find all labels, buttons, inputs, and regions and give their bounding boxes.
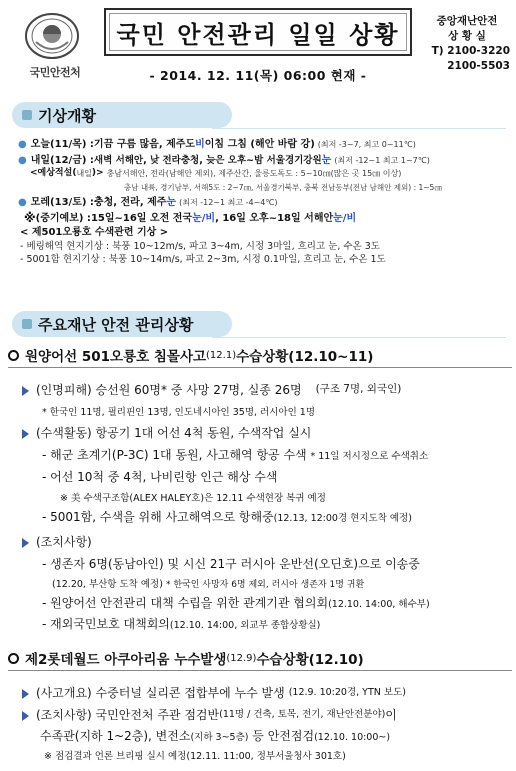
org-info: [424, 14, 510, 74]
search-item: (수색활동) 항공기 1대 어선 4척 동원, 수색작업 실시: [22, 424, 512, 441]
incident-2-title: 제2롯데월드 아쿠아리움 누수발생 (12.9) 수습상황(12.10): [8, 648, 512, 668]
action-line-4: - 재외국민보호 대책회의(12.10. 14:00, 외교부 종합상황실): [42, 617, 321, 631]
org-tel-2: 2100-5503: [447, 60, 510, 72]
weather-midterm: ※ (중기예보) : 15일~16일 오전 전국 눈/비 , 16일 오후~18일 서해안 눈/비: [24, 210, 357, 225]
circle-bullet-icon: [8, 350, 19, 361]
overview-item: (사고개요) 수중터널 실리콘 접합부에 누수 발생 (12.9. 10:20경, YTN 보도): [22, 684, 512, 701]
title-box: [104, 8, 412, 56]
org-tel-1: T) 2100-3220: [431, 45, 510, 57]
report-date: - 2014. 12. 11(목) 06:00 현재 -: [149, 68, 367, 83]
casualty-item: (인명피해) 승선원 60명* 중 사망 27명, 실종 26명 (구조 7명, 외국인): [22, 381, 512, 398]
action-item-2: (조치사항) 국민안전처 주관 점검반 (11명 / 건축, 토목, 전기, 재난안전분야) 이: [22, 706, 512, 723]
action-item: (조치사항): [22, 533, 512, 550]
search-line-2: - 어선 10척 중 4척, 나비린항 인근 해상 수색: [42, 470, 278, 484]
search-line-1: - 해군 초계기(P-3C) 1대 동원, 사고해역 항공 수색 * 11일 저시정으로 수색취소: [42, 448, 429, 462]
triangle-bullet-icon: [22, 689, 29, 699]
org-name: 중앙재난안전: [436, 15, 498, 27]
triangle-bullet-icon: [22, 386, 29, 396]
bullet-icon: ●: [18, 197, 27, 208]
ship-weather-title: < 제501오룡호 수색관련 기상 >: [20, 227, 169, 238]
incident-2: [8, 648, 512, 762]
weather-today: ● 오늘(11/목) : 기끔 구름 많음, 제주도 비 이침 그침 (해안 바람 강) (최저 -3~7, 최고 0~11℃): [18, 139, 416, 150]
weather-section-title: 기상개황: [38, 106, 96, 125]
weather-section-header: [12, 102, 232, 128]
search-line-3: ※ 美 수색구조함(ALEX HALEY호)은 12.11 수색현장 복귀 예정: [60, 493, 326, 504]
disaster-section-title: 주요재난 안전 관리상황: [38, 315, 194, 334]
page-title: 국민 안전관리 일일 상황: [116, 20, 400, 49]
incident-1: [8, 345, 512, 632]
search-line-4: - 5001함, 수색을 위해 사고해역으로 항해중(12.13, 12:00경 현지도착 예정): [42, 510, 412, 524]
action-line-1: - 생존자 6명(동남아인) 및 시신 21구 러시아 운반선(오딘호)으로 이송중: [42, 557, 420, 571]
triangle-bullet-icon: [22, 429, 29, 439]
action-line-3: - 원양어선 안전관리 대책 수립을 위한 관계기관 협의회(12.10. 14:00, 해수부): [42, 596, 430, 610]
section-bullet-icon: [22, 319, 32, 329]
weather-dayafter: ● 모레(13/토) : 충청, 전라, 제주 눈 (최저 -12~1 최고 -4~4℃): [18, 197, 278, 208]
triangle-bullet-icon: [22, 538, 29, 548]
section-bullet-icon: [22, 110, 32, 120]
weather-tomorrow: ● 내일(12/금) : 새벽 서해안, 낮 전라충청, 늦은 오후~밤 서울경기강원 눈 (최저 -12~1 최고 1~7℃): [18, 154, 430, 166]
divider: [8, 367, 512, 368]
weather-summary: [18, 138, 508, 267]
divider: [8, 670, 512, 671]
casualty-detail: * 한국인 11명, 필리핀인 13명, 인도네시아인 35명, 러시아인 1명: [42, 407, 315, 418]
circle-bullet-icon: [8, 653, 19, 664]
report-header: [0, 0, 516, 92]
bullet-icon: ●: [18, 139, 27, 150]
government-emblem-icon: [24, 12, 80, 60]
weather-forecast-snow: <예상적설( 내일 )> 충남서해안, 전라(남해안 제외), 제주산간, 울릉도독도 : 5~10㎝(많은 곳 15㎝ 이상): [30, 168, 402, 178]
bullet-icon: ●: [18, 154, 27, 166]
disaster-section-header: [12, 311, 232, 337]
emblem-label: 국민안전처: [29, 66, 81, 79]
action-2-note: ※ 점검결과 언론 브리핑 실시 예정(12.11. 11:00, 정부서울청사 301호): [44, 751, 346, 762]
weather-forecast-snow-2: 충남 내륙, 경기남부, 서해5도 : 2~7㎝, 서울경기북부, 충북 전남동부(전남 남해안 제외) : 1~5㎝: [124, 182, 442, 192]
triangle-bullet-icon: [22, 711, 29, 721]
ship-weather-5001: - 5001함 현지기상 : 북풍 10~14m/s, 파고 2~3m, 시정 0.1마일, 흐리고 눈, 수온 1도: [20, 254, 386, 265]
action-line-2: (12.20, 부산항 도착 예정) * 한국인 사망자 6명 제외, 러시아 생존자 1명 귀환: [52, 579, 365, 590]
incident-1-title: 원양어선 501오룡호 침몰사고 (12.1) 수습상황(12.10~11): [8, 345, 512, 365]
ship-weather-bering: - 베링해역 현지기상 : 북풍 10~12m/s, 파고 3~4m, 시정 3마일, 흐리고 눈, 수온 3도: [20, 240, 380, 252]
action-2-line-2: 수족관(지하 1~2층), 변전소(지하 3~5층) 등 안전점검(12.10. 10:00~): [40, 729, 391, 743]
org-unit: 상 황 실: [448, 30, 486, 42]
